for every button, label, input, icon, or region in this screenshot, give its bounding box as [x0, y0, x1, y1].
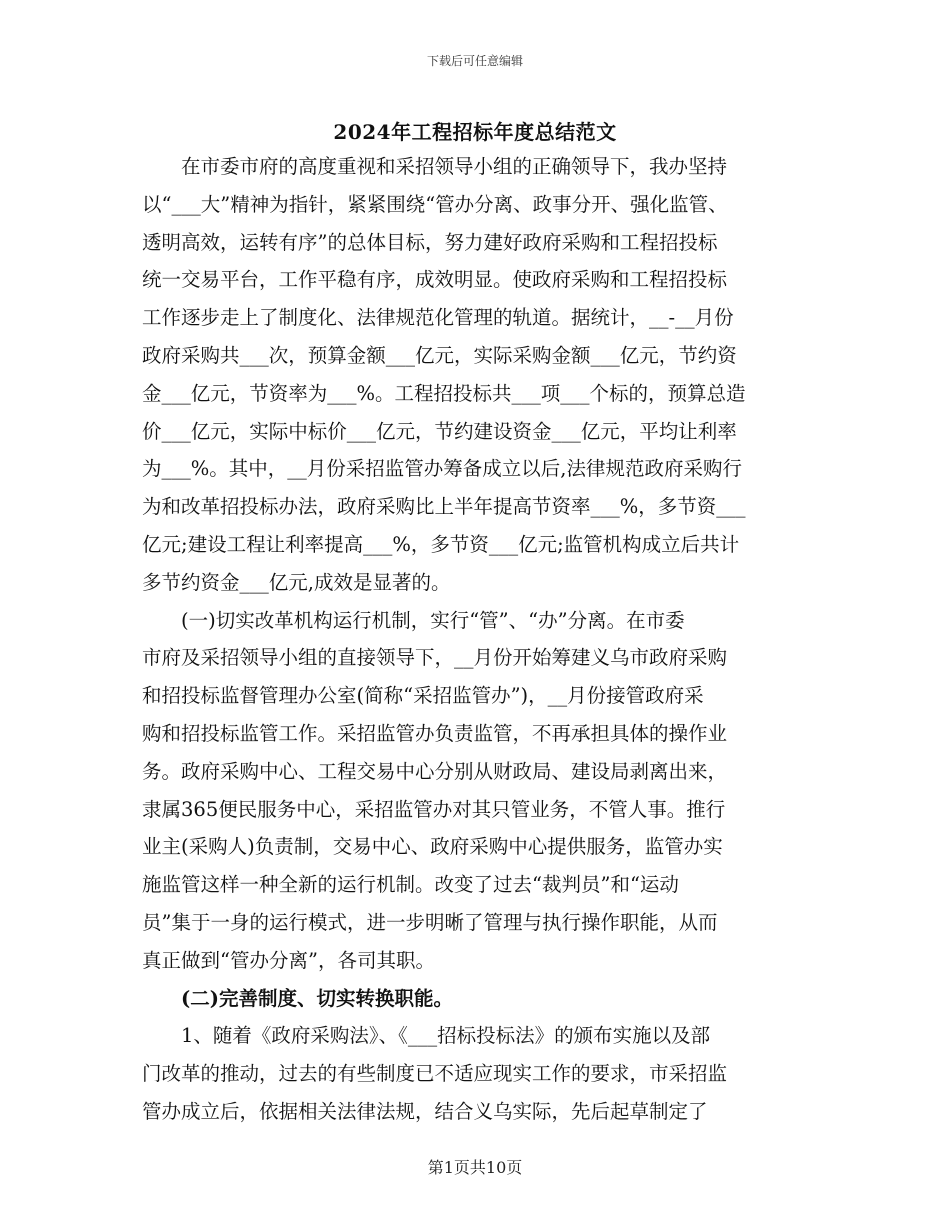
download-edit-note: 下载后可任意编辑 [426, 54, 523, 68]
text-line: 工作逐步走上了制度化、法律规范化管理的轨道。据统计，__-__月份 [142, 306, 734, 330]
text-line: 业主(采购人)负责制，交易中心、政府采购中心提供服务，监管办实 [142, 835, 723, 859]
text-line: 以“___大”精神为指针，紧紧围绕“管办分离、政事分开、强化监管、 [142, 192, 728, 216]
text-line: 施监管这样一种全新的运行机制。改变了过去“裁判员”和“运动 [142, 873, 679, 897]
document-title: 2024年工程招标年度总结范文 [333, 120, 617, 144]
text-line: 管办成立后，依据相关法律法规，结合义乌实际，先后起草制定了 [142, 1099, 708, 1123]
text-line: 为___%。其中，__月份采招监管办筹备成立以后,法律规范政府采购行 [142, 457, 742, 481]
text-line: 金___亿元，节资率为___%。工程招投标共___项___个标的，预算总造 [142, 381, 746, 405]
page-number: 第1页共10页 [427, 1158, 523, 1177]
text-line: 1、随着《政府采购法》、《___招标投标法》的颁布实施以及部 [181, 1024, 711, 1048]
text-line: 在市委市府的高度重视和采招领导小组的正确领导下，我办坚持 [181, 155, 728, 178]
document-body [142, 148, 822, 1131]
text-line: 亿元;建设工程让利率提高___%，多节资___亿元;监管机构成立后共计 [142, 532, 740, 556]
text-line: (二)完善制度、切实转换职能。 [181, 986, 453, 1010]
text-line: 透明高效，运转有序”的总体目标，努力建好政府采购和工程招投标 [142, 230, 718, 254]
text-line: 门改革的推动，过去的有些制度已不适应现实工作的要求，市采招监 [142, 1062, 728, 1086]
text-line: 购和招投标监管工作。采招监管办负责监管，不再承担具体的操作业 [142, 721, 728, 745]
text-line: 和招投标监督管理办公室(简称“采招监管办”)，__月份接管政府采 [142, 684, 704, 708]
text-line: 市府及采招领导小组的直接领导下，__月份开始筹建义乌市政府采购 [142, 646, 728, 670]
text-line: 务。政府采购中心、工程交易中心分别从财政局、建设局剥离出来， [142, 759, 728, 783]
text-line: 价___亿元，实际中标价___亿元，节约建设资金___亿元，平均让利率 [142, 419, 737, 443]
text-line: 政府采购共___次，预算金额___亿元，实际采购金额___亿元，节约资 [142, 343, 737, 367]
text-line: 多节约资金___亿元,成效是显著的。 [142, 570, 451, 594]
text-line: 隶属365便民服务中心，采招监管办对其只管业务，不管人事。推行 [142, 797, 726, 821]
text-line: 真正做到“管办分离”，各司其职。 [142, 948, 435, 972]
text-line: 为和改革招投标办法，政府采购比上半年提高节资率___%，多节资___ [142, 495, 746, 519]
text-line: (一)切实改革机构运行机制，实行“管”、“办”分离。在市委 [181, 608, 685, 632]
text-line: 员”集于一身的运行模式，进一步明晰了管理与执行操作职能，从而 [142, 910, 718, 934]
text-line: 统一交易平台，工作平稳有序，成效明显。使政府采购和工程招投标 [142, 268, 728, 292]
